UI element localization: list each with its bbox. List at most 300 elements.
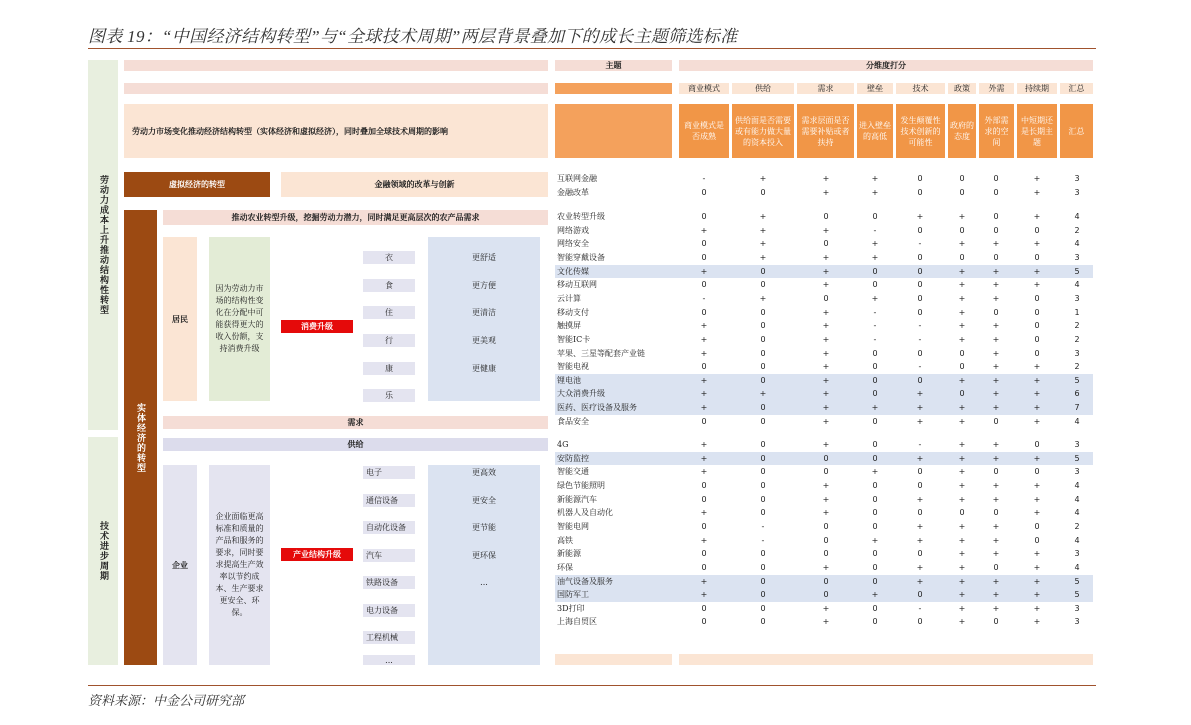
row-score-cell: 0 bbox=[917, 174, 923, 183]
row-score-cell: + bbox=[1033, 494, 1041, 504]
industry-auto: 汽车 bbox=[363, 549, 415, 562]
row-score-cell: + bbox=[1033, 266, 1041, 276]
row-score-cell: + bbox=[916, 389, 924, 399]
dim-description: 外部需求的空间 bbox=[979, 104, 1014, 158]
table-row bbox=[555, 506, 1093, 520]
dim-description: 汇总 bbox=[1060, 104, 1093, 158]
row-score-cell: 0 bbox=[872, 617, 878, 627]
row-score-cell: 0 bbox=[701, 187, 707, 197]
row-score-cell: + bbox=[700, 467, 708, 477]
row-score-cell: 5 bbox=[1074, 375, 1080, 385]
side-label-tech bbox=[88, 437, 118, 665]
row-score-cell: + bbox=[916, 416, 924, 426]
consumer-upgrade-tag: 消费升级 bbox=[281, 320, 353, 333]
comfort-item: 更健康 bbox=[472, 364, 496, 373]
industry-electronics: 电子 bbox=[363, 466, 415, 479]
row-score-cell: 0 bbox=[872, 494, 878, 504]
row-score-cell: + bbox=[822, 225, 830, 235]
comfort-item: 更美观 bbox=[472, 336, 496, 345]
row-score-cell: + bbox=[958, 480, 966, 490]
row-score-cell: + bbox=[822, 252, 830, 262]
table-row bbox=[555, 333, 1093, 347]
row-score-cell: - bbox=[873, 225, 877, 235]
row-score-cell: + bbox=[822, 617, 830, 627]
row-theme-name: 网络安全 bbox=[557, 239, 589, 249]
row-score-cell: + bbox=[1033, 389, 1041, 399]
row-score-cell: 4 bbox=[1074, 212, 1080, 221]
row-theme-name: 锂电池 bbox=[557, 375, 581, 385]
row-score-cell: + bbox=[822, 416, 830, 426]
table-row bbox=[555, 237, 1093, 251]
row-score-cell: + bbox=[759, 239, 767, 249]
row-score-cell: 0 bbox=[701, 212, 707, 221]
row-score-cell: + bbox=[992, 375, 1000, 385]
row-theme-name: 新能源 bbox=[557, 549, 581, 559]
row-score-cell: 0 bbox=[872, 562, 878, 572]
row-score-cell: + bbox=[700, 225, 708, 235]
row-score-cell: + bbox=[822, 307, 830, 317]
row-score-cell: 0 bbox=[760, 562, 766, 572]
row-score-cell: + bbox=[958, 440, 966, 449]
row-score-cell: 0 bbox=[760, 480, 766, 490]
row-score-cell: 3 bbox=[1074, 467, 1080, 477]
row-score-cell: 0 bbox=[872, 266, 878, 276]
row-score-cell: 0 bbox=[872, 480, 878, 490]
row-score-cell: + bbox=[1033, 576, 1041, 586]
row-score-cell: + bbox=[992, 603, 1000, 613]
need-leisure: 乐 bbox=[363, 389, 415, 402]
row-score-cell: + bbox=[958, 494, 966, 504]
row-score-cell: + bbox=[822, 334, 830, 344]
row-score-cell: + bbox=[1033, 174, 1041, 183]
row-score-cell: + bbox=[916, 562, 924, 572]
row-score-cell: - bbox=[873, 307, 877, 317]
table-row bbox=[555, 374, 1093, 388]
row-score-cell: 0 bbox=[823, 212, 829, 221]
row-score-cell: 0 bbox=[823, 453, 829, 463]
row-score-cell: 0 bbox=[1034, 252, 1040, 262]
dim-description: 政府的态度 bbox=[948, 104, 976, 158]
row-score-cell: 0 bbox=[917, 467, 923, 477]
row-score-cell: 0 bbox=[917, 590, 923, 600]
dim-header: 汇总 bbox=[1060, 83, 1093, 94]
goal-item: 更节能 bbox=[472, 523, 496, 532]
row-score-cell: + bbox=[1033, 416, 1041, 426]
row-score-cell: + bbox=[916, 212, 924, 221]
row-theme-name: 智能电网 bbox=[557, 521, 589, 531]
industry-more: ... bbox=[363, 655, 415, 665]
figure-title: 图表 19：“中国经济结构转型”与“全球技术周期”两层背景叠加下的成长主题筛选标准 bbox=[88, 27, 738, 46]
row-theme-name: 医药、医疗设备及服务 bbox=[557, 403, 637, 413]
row-score-cell: - bbox=[918, 321, 922, 331]
comfort-item: 更舒适 bbox=[472, 253, 496, 262]
row-score-cell: 4 bbox=[1074, 535, 1080, 545]
row-score-cell: 3 bbox=[1074, 348, 1080, 358]
row-score-cell: 0 bbox=[872, 362, 878, 372]
table-row bbox=[555, 210, 1093, 224]
row-score-cell: 0 bbox=[917, 617, 923, 627]
row-score-cell: 0 bbox=[917, 266, 923, 276]
side-label-tech-text: 技术进步周期 bbox=[98, 521, 108, 581]
scores-bottom-band bbox=[679, 654, 1093, 665]
row-score-cell: + bbox=[700, 508, 708, 518]
row-score-cell: + bbox=[992, 334, 1000, 344]
row-score-cell: + bbox=[822, 362, 830, 372]
row-score-cell: + bbox=[958, 375, 966, 385]
row-score-cell: 0 bbox=[760, 576, 766, 586]
row-score-cell: 4 bbox=[1074, 280, 1080, 290]
row-score-cell: 0 bbox=[760, 334, 766, 344]
row-score-cell: 0 bbox=[760, 375, 766, 385]
row-score-cell: 0 bbox=[760, 453, 766, 463]
side-label-labor-text: 劳动力成本上升推动结构性转型 bbox=[98, 175, 108, 315]
row-score-cell: + bbox=[871, 239, 879, 249]
row-score-cell: + bbox=[700, 403, 708, 413]
row-score-cell: + bbox=[700, 576, 708, 586]
row-score-cell: 4 bbox=[1074, 480, 1080, 490]
row-score-cell: 0 bbox=[760, 590, 766, 600]
table-row bbox=[555, 172, 1093, 186]
row-theme-name: 移动支付 bbox=[557, 307, 589, 317]
row-theme-name: 文化传媒 bbox=[557, 266, 589, 276]
goal-item: 更高效 bbox=[472, 468, 496, 477]
row-score-cell: + bbox=[871, 187, 879, 197]
row-score-cell: + bbox=[700, 453, 708, 463]
row-score-cell: 0 bbox=[872, 375, 878, 385]
row-score-cell: 0 bbox=[917, 508, 923, 518]
row-score-cell: 0 bbox=[917, 252, 923, 262]
theme-bottom-band bbox=[555, 654, 672, 665]
row-score-cell: + bbox=[700, 266, 708, 276]
table-row bbox=[555, 415, 1093, 429]
row-score-cell: + bbox=[1033, 590, 1041, 600]
row-score-cell: 0 bbox=[760, 549, 766, 559]
row-score-cell: 3 bbox=[1074, 440, 1080, 449]
row-score-cell: 0 bbox=[701, 549, 707, 559]
row-score-cell: + bbox=[916, 576, 924, 586]
row-score-cell: 5 bbox=[1074, 576, 1080, 586]
row-score-cell: 0 bbox=[701, 603, 707, 613]
row-score-cell: + bbox=[1033, 362, 1041, 372]
dim-header: 技术 bbox=[896, 83, 945, 94]
row-score-cell: + bbox=[822, 440, 830, 449]
row-score-cell: + bbox=[759, 293, 767, 303]
row-score-cell: - bbox=[918, 239, 922, 249]
table-row bbox=[555, 265, 1093, 279]
row-score-cell: 0 bbox=[993, 252, 999, 262]
dim-header: 壁垒 bbox=[857, 83, 893, 94]
row-score-cell: 0 bbox=[823, 590, 829, 600]
need-clothing: 衣 bbox=[363, 251, 415, 264]
row-score-cell: 0 bbox=[760, 508, 766, 518]
row-score-cell: + bbox=[992, 453, 1000, 463]
row-score-cell: + bbox=[992, 389, 1000, 399]
dim-header: 政策 bbox=[948, 83, 976, 94]
row-score-cell: + bbox=[822, 348, 830, 358]
comfort-item: 更方便 bbox=[472, 281, 496, 290]
row-score-cell: 0 bbox=[760, 348, 766, 358]
row-score-cell: - bbox=[761, 521, 765, 531]
row-score-cell: + bbox=[916, 403, 924, 413]
row-theme-name: 移动互联网 bbox=[557, 280, 597, 290]
row-score-cell: 0 bbox=[701, 416, 707, 426]
row-score-cell: - bbox=[761, 535, 765, 545]
row-score-cell: 0 bbox=[959, 252, 965, 262]
row-score-cell: 0 bbox=[993, 508, 999, 518]
row-score-cell: 5 bbox=[1074, 266, 1080, 276]
row-score-cell: + bbox=[992, 535, 1000, 545]
row-score-cell: 0 bbox=[1034, 467, 1040, 477]
row-score-cell: 2 bbox=[1074, 521, 1080, 531]
row-theme-name: 绿色节能照明 bbox=[557, 480, 605, 490]
row-score-cell: + bbox=[822, 321, 830, 331]
row-score-cell: 0 bbox=[823, 549, 829, 559]
row-score-cell: 0 bbox=[823, 467, 829, 477]
row-score-cell: 7 bbox=[1074, 403, 1080, 413]
row-score-cell: 0 bbox=[823, 521, 829, 531]
row-score-cell: 0 bbox=[959, 348, 965, 358]
row-score-cell: 0 bbox=[917, 307, 923, 317]
resident-box: 居民 bbox=[163, 237, 197, 401]
row-score-cell: + bbox=[958, 576, 966, 586]
row-score-cell: 0 bbox=[993, 467, 999, 477]
goal-item: ... bbox=[480, 578, 488, 587]
row-score-cell: - bbox=[873, 334, 877, 344]
row-theme-name: 高铁 bbox=[557, 535, 573, 545]
row-score-cell: 6 bbox=[1074, 389, 1080, 399]
row-score-cell: 2 bbox=[1074, 321, 1080, 331]
row-score-cell: 0 bbox=[872, 521, 878, 531]
row-score-cell: + bbox=[992, 293, 1000, 303]
table-row bbox=[555, 347, 1093, 361]
left-top-band-2 bbox=[124, 83, 548, 94]
dim-description: 商业模式是否成熟 bbox=[679, 104, 729, 158]
dim-header: 外需 bbox=[979, 83, 1014, 94]
row-score-cell: 0 bbox=[993, 617, 999, 627]
row-score-cell: 0 bbox=[993, 212, 999, 221]
row-score-cell: - bbox=[918, 362, 922, 372]
agri-band: 推动农业转型升级，挖掘劳动力潜力，同时满足更高层次的农产品需求 bbox=[163, 210, 548, 225]
row-score-cell: + bbox=[700, 389, 708, 399]
row-score-cell: 0 bbox=[760, 307, 766, 317]
row-score-cell: 0 bbox=[701, 362, 707, 372]
row-score-cell: 0 bbox=[701, 307, 707, 317]
row-score-cell: 0 bbox=[1034, 521, 1040, 531]
row-score-cell: + bbox=[700, 348, 708, 358]
row-score-cell: + bbox=[992, 440, 1000, 449]
row-score-cell: 0 bbox=[1034, 535, 1040, 545]
need-housing: 住 bbox=[363, 306, 415, 319]
row-score-cell: 0 bbox=[959, 187, 965, 197]
row-theme-name: 环保 bbox=[557, 562, 573, 572]
row-score-cell: 2 bbox=[1074, 334, 1080, 344]
row-score-cell: + bbox=[992, 321, 1000, 331]
row-score-cell: + bbox=[958, 307, 966, 317]
virtual-economy-box: 虚拟经济的转型 bbox=[124, 172, 270, 197]
row-score-cell: 0 bbox=[917, 348, 923, 358]
row-score-cell: + bbox=[759, 225, 767, 235]
real-economy-text: 实体经济的转型 bbox=[135, 402, 145, 473]
row-score-cell: + bbox=[822, 508, 830, 518]
source-note: 资料来源：中金公司研究部 bbox=[88, 693, 245, 708]
left-top-band-1 bbox=[124, 60, 548, 71]
table-row bbox=[555, 602, 1093, 616]
row-score-cell: 0 bbox=[823, 535, 829, 545]
demand-band: 需求 bbox=[163, 416, 548, 429]
row-score-cell: 0 bbox=[701, 252, 707, 262]
row-score-cell: - bbox=[918, 603, 922, 613]
dim-header: 供给 bbox=[732, 83, 794, 94]
row-score-cell: 0 bbox=[993, 225, 999, 235]
row-score-cell: + bbox=[958, 239, 966, 249]
row-score-cell: 0 bbox=[872, 576, 878, 586]
row-score-cell: + bbox=[822, 480, 830, 490]
row-score-cell: 3 bbox=[1074, 174, 1080, 183]
row-score-cell: + bbox=[992, 521, 1000, 531]
theme-desc-header bbox=[555, 104, 672, 158]
row-score-cell: 0 bbox=[701, 280, 707, 290]
row-score-cell: 0 bbox=[993, 174, 999, 183]
row-score-cell: + bbox=[958, 212, 966, 221]
table-row bbox=[555, 520, 1093, 534]
row-score-cell: + bbox=[822, 562, 830, 572]
table-row bbox=[555, 306, 1093, 320]
row-score-cell: + bbox=[992, 494, 1000, 504]
row-score-cell: + bbox=[871, 403, 879, 413]
industry-automation: 自动化设备 bbox=[363, 521, 415, 534]
row-score-cell: + bbox=[1033, 280, 1041, 290]
row-score-cell: 3 bbox=[1074, 603, 1080, 613]
row-score-cell: 0 bbox=[760, 603, 766, 613]
row-theme-name: 触摸屏 bbox=[557, 321, 581, 331]
dim-header: 需求 bbox=[797, 83, 854, 94]
row-score-cell: 0 bbox=[701, 521, 707, 531]
table-row bbox=[555, 319, 1093, 333]
supply-band: 供给 bbox=[163, 438, 548, 451]
row-score-cell: 0 bbox=[872, 212, 878, 221]
row-score-cell: + bbox=[871, 174, 879, 183]
row-score-cell: + bbox=[1033, 187, 1041, 197]
row-score-cell: + bbox=[958, 334, 966, 344]
row-score-cell: 0 bbox=[993, 187, 999, 197]
row-score-cell: 0 bbox=[917, 549, 923, 559]
goal-item: 更环保 bbox=[472, 551, 496, 560]
row-score-cell: + bbox=[822, 403, 830, 413]
table-row bbox=[555, 186, 1093, 200]
row-score-cell: 0 bbox=[993, 307, 999, 317]
row-score-cell: 0 bbox=[701, 239, 707, 249]
row-score-cell: 0 bbox=[823, 293, 829, 303]
row-theme-name: 农业转型升级 bbox=[557, 212, 605, 221]
row-score-cell: + bbox=[822, 174, 830, 183]
row-score-cell: + bbox=[822, 494, 830, 504]
row-score-cell: + bbox=[958, 266, 966, 276]
row-score-cell: + bbox=[1033, 453, 1041, 463]
row-score-cell: + bbox=[916, 494, 924, 504]
dim-header: 商业模式 bbox=[679, 83, 729, 94]
row-score-cell: + bbox=[958, 603, 966, 613]
table-row bbox=[555, 588, 1093, 602]
row-score-cell: 3 bbox=[1074, 549, 1080, 559]
theme-subheader bbox=[555, 83, 672, 94]
resident-desc: 因为劳动力市场的结构性变化在分配中可能获得更大的收入份额，支持消费升级 bbox=[209, 237, 270, 401]
row-score-cell: 2 bbox=[1074, 362, 1080, 372]
row-score-cell: + bbox=[700, 440, 708, 449]
row-score-cell: 0 bbox=[760, 403, 766, 413]
row-score-cell: 0 bbox=[993, 562, 999, 572]
real-economy-column bbox=[124, 210, 157, 665]
row-score-cell: + bbox=[958, 549, 966, 559]
row-score-cell: 4 bbox=[1074, 416, 1080, 426]
row-score-cell: + bbox=[958, 535, 966, 545]
row-theme-name: 智能电视 bbox=[557, 362, 589, 372]
row-score-cell: + bbox=[700, 334, 708, 344]
row-score-cell: + bbox=[871, 535, 879, 545]
row-theme-name: 食品安全 bbox=[557, 416, 589, 426]
row-score-cell: 0 bbox=[1034, 348, 1040, 358]
enterprise-desc: 企业面临更高标准和质量的产品和服务的要求，同时要求提高生产效率以节约成本、生产要求更安全、环保。 bbox=[209, 465, 270, 665]
row-score-cell: 5 bbox=[1074, 453, 1080, 463]
row-score-cell: + bbox=[700, 321, 708, 331]
side-label-labor bbox=[88, 60, 118, 430]
industry-power: 电力设备 bbox=[363, 604, 415, 617]
table-row bbox=[555, 615, 1093, 629]
row-score-cell: + bbox=[992, 576, 1000, 586]
row-score-cell: 4 bbox=[1074, 562, 1080, 572]
row-score-cell: + bbox=[1033, 617, 1041, 627]
row-theme-name: 互联网金融 bbox=[557, 174, 597, 183]
row-score-cell: + bbox=[700, 375, 708, 385]
table-row bbox=[555, 575, 1093, 589]
need-transport: 行 bbox=[363, 334, 415, 347]
row-score-cell: + bbox=[958, 467, 966, 477]
row-score-cell: 0 bbox=[760, 187, 766, 197]
row-score-cell: + bbox=[700, 535, 708, 545]
row-score-cell: + bbox=[822, 375, 830, 385]
table-row bbox=[555, 387, 1093, 401]
row-score-cell: 0 bbox=[760, 467, 766, 477]
row-score-cell: 0 bbox=[1034, 321, 1040, 331]
table-row bbox=[555, 278, 1093, 292]
row-score-cell: 4 bbox=[1074, 494, 1080, 504]
row-score-cell: + bbox=[992, 480, 1000, 490]
row-score-cell: + bbox=[759, 174, 767, 183]
row-score-cell: + bbox=[958, 280, 966, 290]
table-row bbox=[555, 360, 1093, 374]
row-score-cell: 0 bbox=[917, 280, 923, 290]
row-theme-name: 上海自贸区 bbox=[557, 617, 597, 627]
row-theme-name: 金融改革 bbox=[557, 187, 589, 197]
row-score-cell: + bbox=[992, 280, 1000, 290]
row-score-cell: 0 bbox=[760, 440, 766, 449]
row-score-cell: 0 bbox=[959, 389, 965, 399]
row-score-cell: - bbox=[702, 174, 706, 183]
dim-description: 进入壁垒的高低 bbox=[857, 104, 893, 158]
row-score-cell: 3 bbox=[1074, 252, 1080, 262]
row-score-cell: + bbox=[992, 239, 1000, 249]
row-score-cell: + bbox=[958, 562, 966, 572]
row-score-cell: + bbox=[700, 590, 708, 600]
row-score-cell: + bbox=[992, 403, 1000, 413]
row-score-cell: 3 bbox=[1074, 187, 1080, 197]
row-score-cell: + bbox=[916, 535, 924, 545]
row-score-cell: + bbox=[1033, 562, 1041, 572]
row-score-cell: 0 bbox=[872, 416, 878, 426]
row-score-cell: 0 bbox=[917, 480, 923, 490]
row-score-cell: 0 bbox=[917, 225, 923, 235]
row-score-cell: 0 bbox=[872, 348, 878, 358]
row-score-cell: 0 bbox=[760, 416, 766, 426]
